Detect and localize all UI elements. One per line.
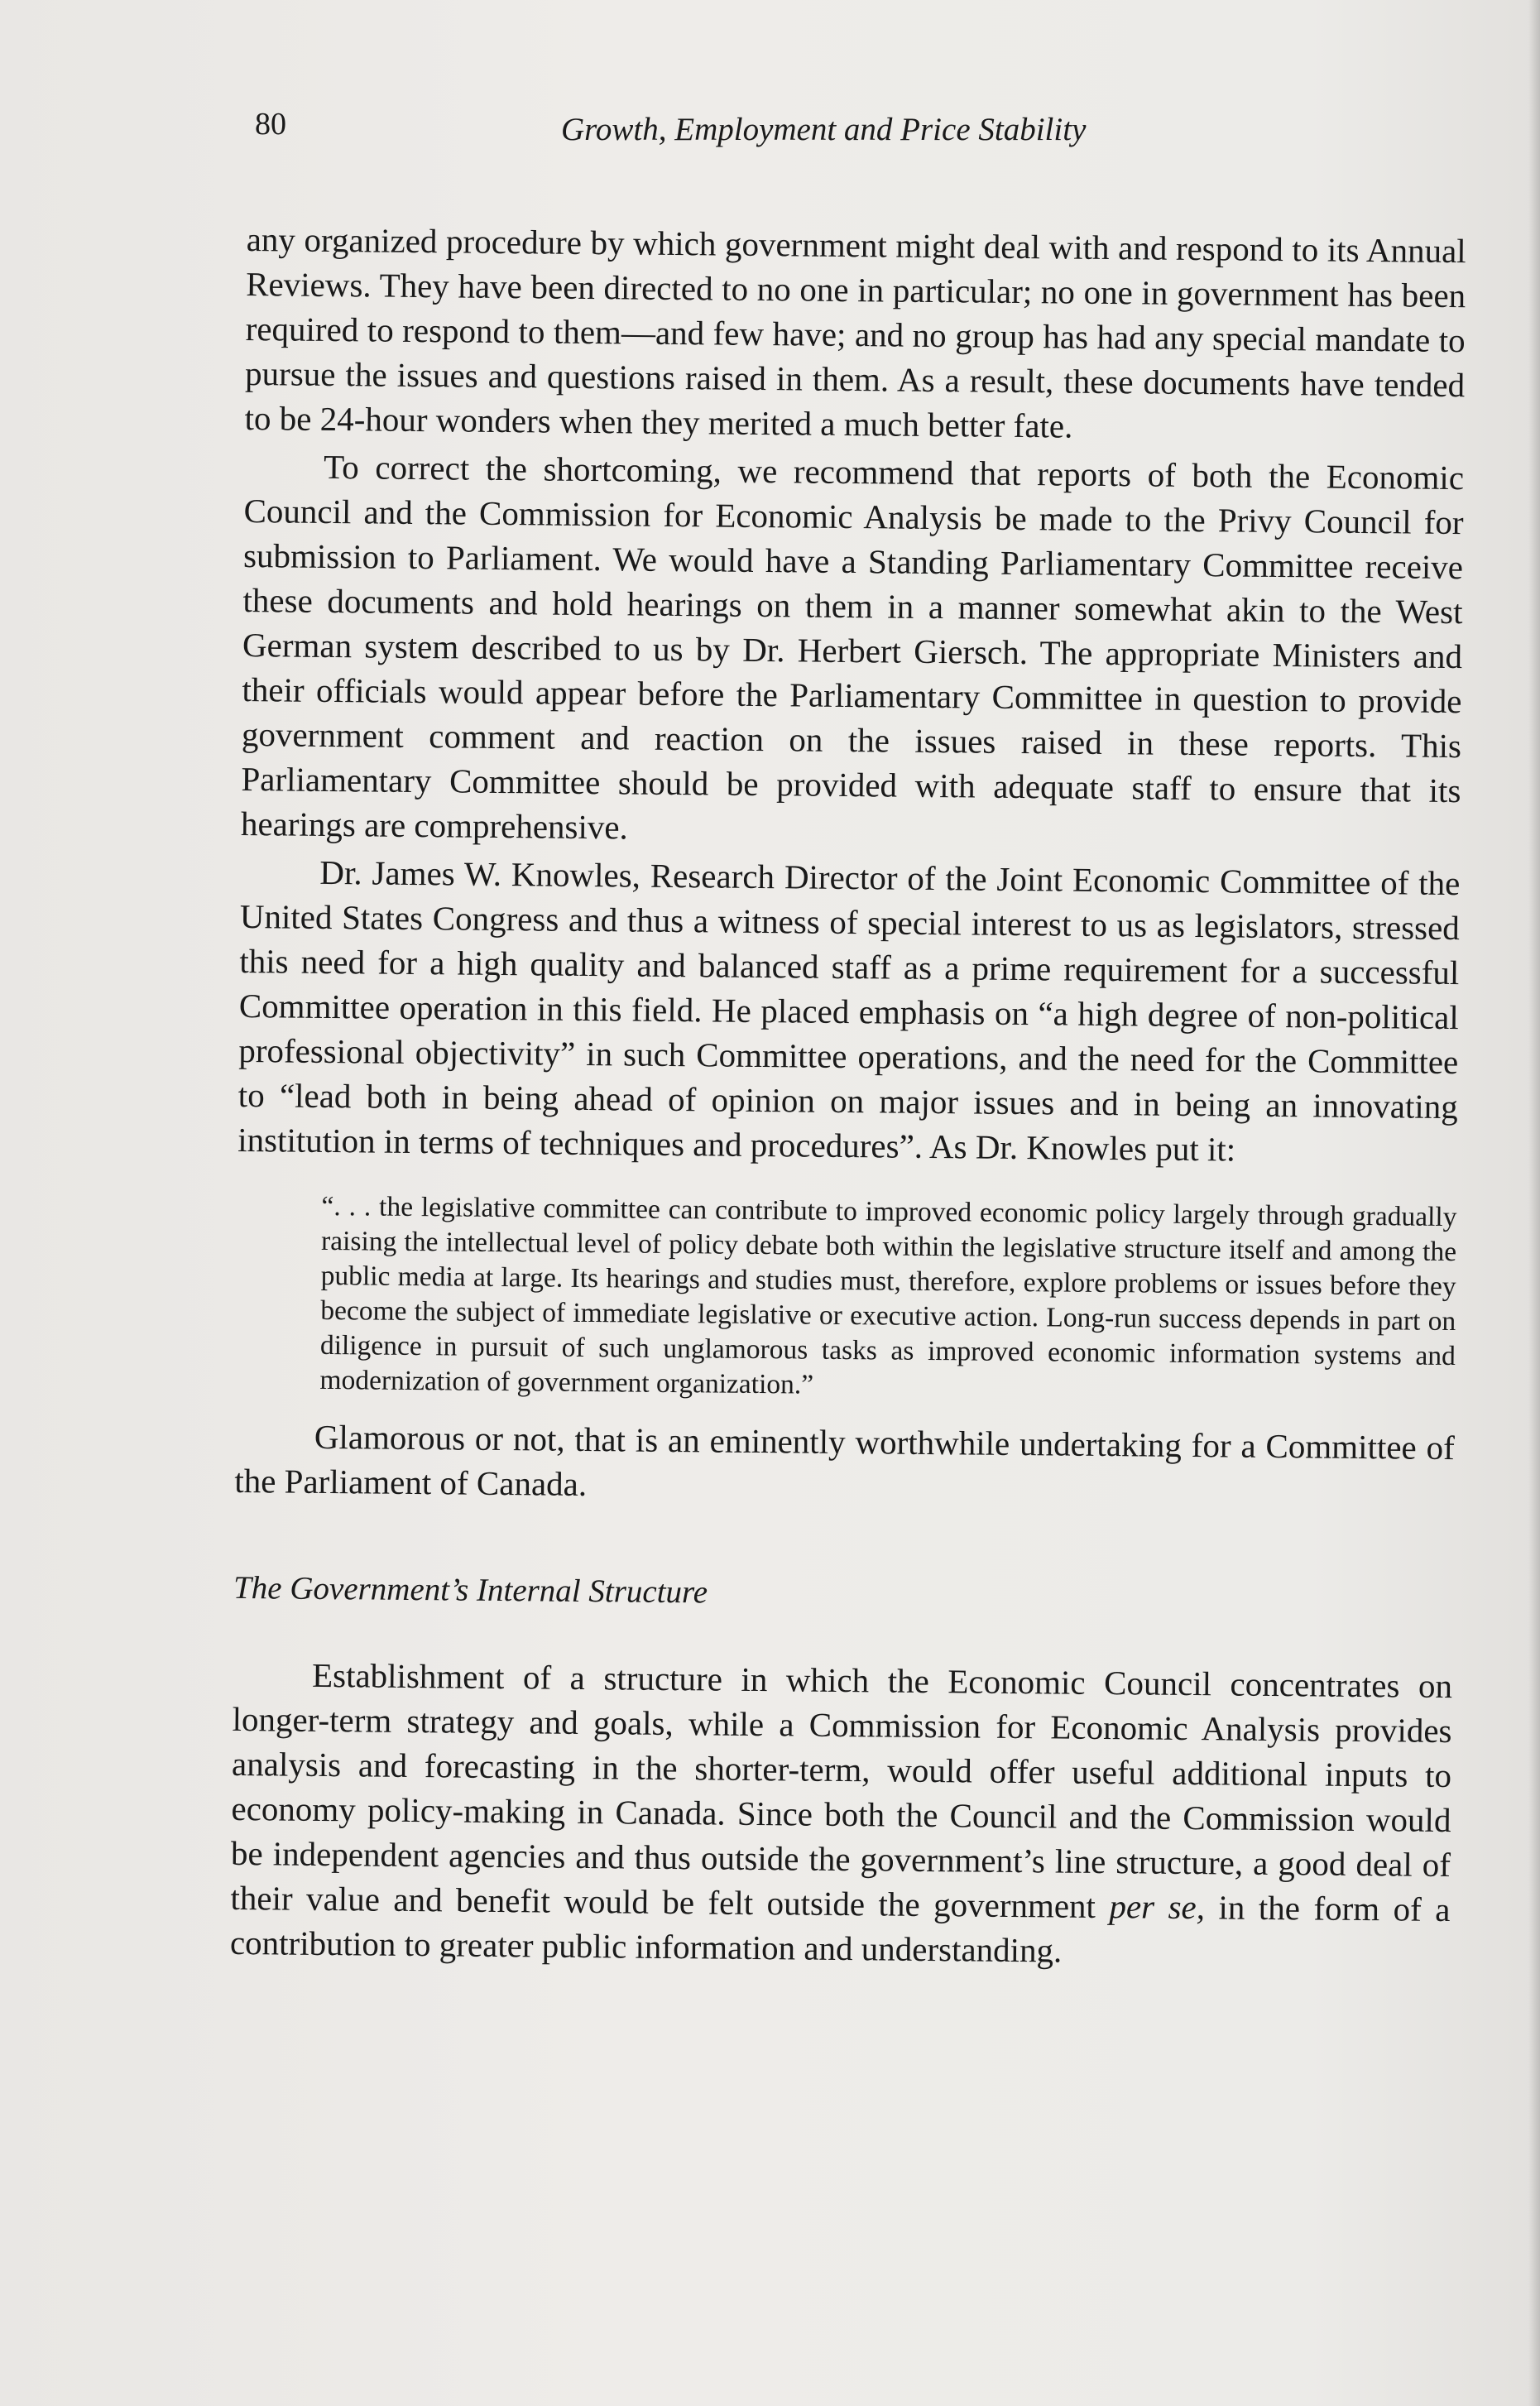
establishment-text: Establishment of a structure in which the Economic Council concentrates on longer-term strategy and goals, while a Commission for Economic Analysis provides analysis and forecasting in the shorter-term, would offer useful additional inputs to economy policy-making in Canada. Since both the Council and the Commission would be independent agencies and thus outside the government’s line structure, a good deal of their value and benefit would be felt outside the government xyxy=(230,1655,1453,1925)
running-title: Growth, Employment and Price Stability xyxy=(561,112,1087,147)
page-edge-shadow xyxy=(1528,0,1540,2406)
section-heading: The Government’s Internal Structure xyxy=(233,1569,708,1611)
block-quote: “. . . the legislative committee can contribute to improved economic policy largely through gradually raising the intellectual level of policy debate both within the legislative structure itself and among the public media at large. Its hearings and studies must, therefore, explore problems or issues before they become the subject of immediate legislative or executive action. Long-run success depends in part on diligence in pursuit of such unglamorous tasks as improved economic information systems and modernization of government organization.” xyxy=(319,1190,1457,1400)
paragraph-recommendation: To correct the shortcoming, we recommend that reports of both the Economic Council and the Commission for Economic Analysis be made to the Privy Council for submission to Parliament. We would have a Standing Parliamentary Committee receive these documents and hold hearings on them in a manner somewhat akin to the West German system described to us by Dr. Herbert Giersch. The appropriate Ministers and their officials would appear before the Parliamentary Committee in question to provide government comment and reaction on the issues raised in these reports. This Parliamentary Committee should be provided with adequate staff to ensure that its hearings are comprehensive. xyxy=(240,447,1465,847)
paragraph-glamorous: Glamorous or not, that is an eminently worthwhile undertaking for a Committee of the Parliament of Canada. xyxy=(234,1417,1456,1504)
paragraph-continued: any organized procedure by which government might deal with and respond to its Annual Reviews. They have been directed to no one in particular; no one in government has been required to respond to them—and few have; and no group has had any special mandate to pursue the issues and questions raised in them. As a result, these documents have tended to be 24-hour wonders when they merited a much better fate. xyxy=(244,219,1466,445)
establishment-text-end: in the form of a contribution to greater public information and understanding. xyxy=(229,1888,1451,1970)
paragraph-establishment xyxy=(230,1652,1453,1976)
per-se-italic: per se, xyxy=(1109,1887,1206,1927)
paragraph-knowles: Dr. James W. Knowles, Research Director of the Joint Economic Committee of the United States Congress and thus a witness of special interest to us as legislators, stressed this need for a high quality and balanced staff as a prime requirement for a successful Committee operation in this field. He placed emphasis on “a high degree of non-political professional objectivity” in such Committee operations, and the need for the Committee to “lead both in being ahead of opinion on major issues and in being an innovating institution in terms of techniques and procedures”. As Dr. Knowles put it: xyxy=(237,852,1461,1169)
page-header xyxy=(255,106,1438,156)
page-number: 80 xyxy=(255,107,286,142)
body-text xyxy=(230,217,1466,1976)
